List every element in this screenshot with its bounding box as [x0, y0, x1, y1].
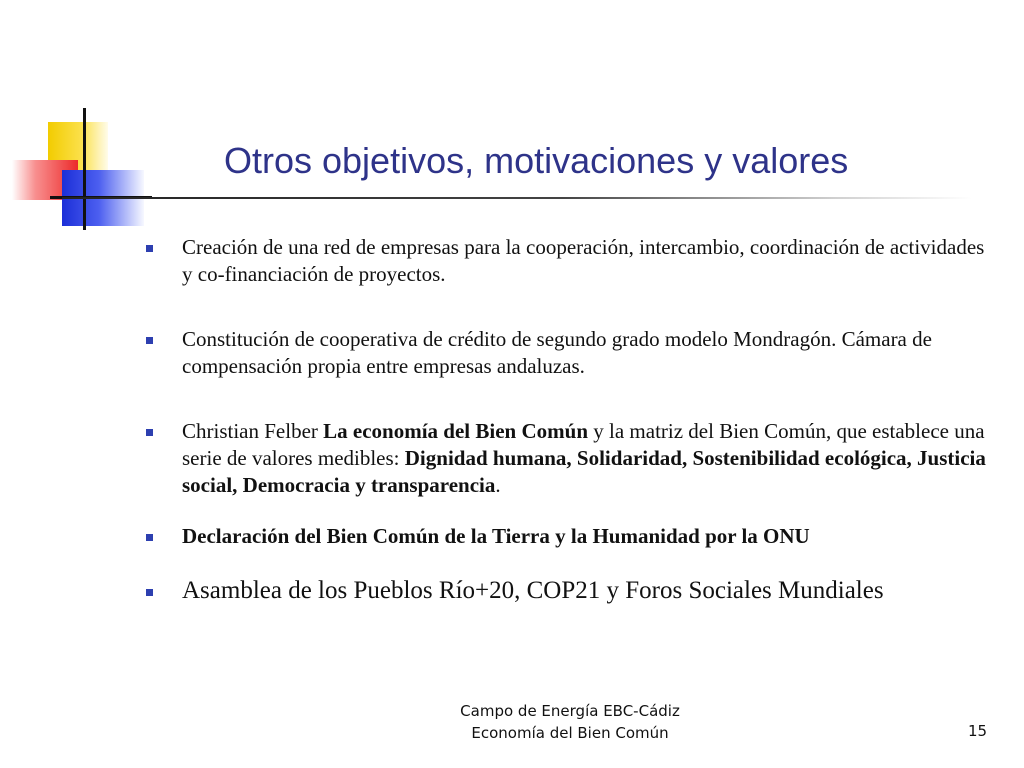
- bullet-item-cooperativa-credito: [140, 326, 1000, 380]
- footer-line-1: Campo de Energía EBC-Cádiz: [460, 702, 680, 720]
- bullet-item-declaracion-onu: [140, 523, 1000, 550]
- square-bullet-icon: [146, 337, 153, 344]
- bullet-list: [140, 228, 1000, 606]
- bullet-text-mid: y la matriz del Bien Común, que establece una serie de valores medibles:: [182, 419, 985, 470]
- square-bullet-icon: [146, 534, 153, 541]
- bullet-text: Creación de una red de empresas para la cooperación, intercambio, coordinación de actividades y co-financiación de proyectos.: [182, 235, 985, 286]
- slide-title: Otros objetivos, motivaciones y valores: [224, 140, 849, 181]
- square-bullet-icon: [146, 589, 153, 596]
- book-title: La economía del Bien Común: [323, 419, 589, 443]
- bullet-item-christian-felber: [140, 418, 1000, 499]
- square-bullet-icon: [146, 429, 153, 436]
- page-number: 15: [968, 722, 988, 740]
- logo-vertical-line: [83, 108, 86, 230]
- values-list: Dignidad humana, Solidaridad, Sostenibilidad ecológica, Justicia social, Democracia y transparencia: [182, 446, 986, 497]
- bullet-text: Declaración del Bien Común de la Tierra y la Humanidad por la ONU: [182, 524, 810, 548]
- title-underline: [62, 197, 972, 199]
- bullet-text: Asamblea de los Pueblos Río+20, COP21 y Foros Sociales Mundiales: [182, 577, 884, 604]
- footer-line-2: Economía del Bien Común: [471, 724, 669, 742]
- bullet-text-post: .: [495, 473, 501, 497]
- colored-squares-logo: [0, 0, 160, 240]
- bullet-text: Constitución de cooperativa de crédito de segundo grado modelo Mondragón. Cámara de compensación propia entre empresas andaluzas.: [182, 327, 932, 378]
- bullet-item-asamblea-pueblos: [140, 576, 1000, 606]
- bullet-item-red-empresas: [140, 234, 1000, 288]
- bullet-text-pre: Christian Felber: [182, 419, 324, 443]
- slide-footer: [420, 700, 720, 744]
- square-bullet-icon: [146, 245, 153, 252]
